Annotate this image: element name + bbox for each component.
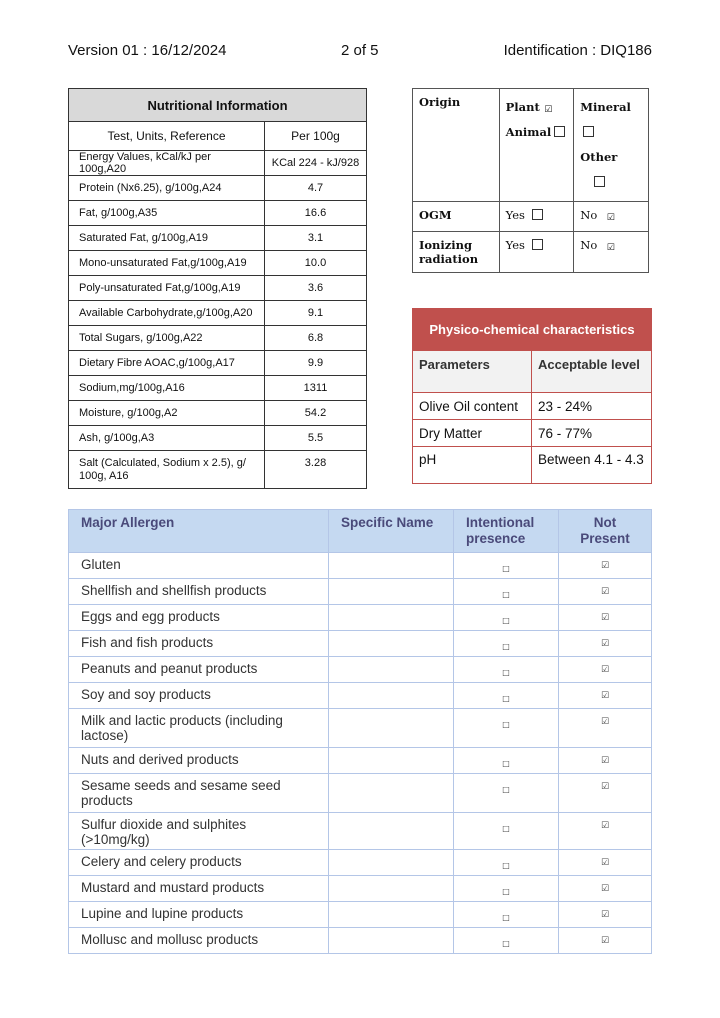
origin-mineral-label: Mineral: [580, 100, 631, 114]
allergen-specific-name: [329, 657, 454, 683]
origin-table: [412, 88, 649, 273]
allergen-name: Shellfish and shellfish products: [69, 579, 329, 605]
nutrition-test: Poly-unsaturated Fat,g/100g,A19: [69, 276, 265, 301]
unchecked-box-icon: □: [454, 774, 559, 813]
allergen-row: [69, 553, 652, 579]
checked-box-icon: ☑: [559, 683, 652, 709]
nutrition-value: 9.9: [265, 351, 367, 376]
checked-box-icon: ☑: [559, 850, 652, 876]
nutrition-row: [69, 301, 367, 326]
nutrition-row: [69, 426, 367, 451]
unchecked-box-icon: □: [454, 579, 559, 605]
allergen-name: Sulfur dioxide and sulphites (>10mg/kg): [69, 813, 329, 850]
allergen-specific-name: [329, 774, 454, 813]
origin-label: Origin: [413, 89, 500, 202]
unchecked-box-icon: □: [454, 683, 559, 709]
nutrition-value: 54.2: [265, 401, 367, 426]
physico-param: Olive Oil content: [413, 393, 532, 420]
unchecked-box-icon: □: [454, 928, 559, 954]
allergen-name: Mustard and mustard products: [69, 876, 329, 902]
ogm-yes-label: Yes: [505, 208, 525, 222]
nutrition-test: Moisture, g/100g,A2: [69, 401, 265, 426]
nutrition-value: KCal 224 - kJ/928: [265, 151, 367, 176]
unchecked-box-icon: □: [454, 605, 559, 631]
nutrition-value: 6.8: [265, 326, 367, 351]
unchecked-box-icon: □: [454, 902, 559, 928]
allergen-name: Sesame seeds and sesame seed products: [69, 774, 329, 813]
nutrition-test: Salt (Calculated, Sodium x 2.5), g/ 100g, A16: [69, 451, 265, 489]
unchecked-box-icon: □: [454, 748, 559, 774]
allergen-col-specific: Specific Name: [329, 510, 454, 553]
nutrition-row: [69, 151, 367, 176]
allergen-specific-name: [329, 813, 454, 850]
physico-level: 76 - 77%: [532, 420, 652, 447]
nutrition-test: Protein (Nx6.25), g/100g,A24: [69, 176, 265, 201]
physico-title: Physico-chemical characteristics: [413, 309, 652, 351]
allergen-specific-name: [329, 902, 454, 928]
allergen-row: [69, 850, 652, 876]
allergen-name: Celery and celery products: [69, 850, 329, 876]
nutrition-value: 5.5: [265, 426, 367, 451]
unchecked-box-icon: [554, 126, 565, 137]
unchecked-box-icon: □: [454, 553, 559, 579]
allergen-name: Fish and fish products: [69, 631, 329, 657]
allergen-row: [69, 631, 652, 657]
physico-level: Between 4.1 - 4.3: [532, 447, 652, 484]
allergen-name: Nuts and derived products: [69, 748, 329, 774]
allergen-col-not-present: Not Present: [559, 510, 652, 553]
allergen-table: [68, 509, 652, 954]
nutrition-value: 4.7: [265, 176, 367, 201]
unchecked-box-icon: □: [454, 709, 559, 748]
physico-level: 23 - 24%: [532, 393, 652, 420]
unchecked-box-icon: [594, 176, 605, 187]
origin-other: [580, 145, 642, 195]
ionizing-yes-label: Yes: [505, 238, 525, 252]
allergen-row: [69, 876, 652, 902]
allergen-specific-name: [329, 928, 454, 954]
checked-box-icon: ☑: [559, 657, 652, 683]
unchecked-box-icon: □: [454, 657, 559, 683]
physico-col-level: Acceptable level: [532, 351, 652, 393]
checked-box-icon: ☑: [559, 748, 652, 774]
allergen-specific-name: [329, 579, 454, 605]
checked-box-icon: ☑: [559, 813, 652, 850]
allergen-specific-name: [329, 631, 454, 657]
checked-box-icon: ☑: [606, 213, 615, 223]
unchecked-box-icon: □: [454, 813, 559, 850]
nutrition-test: Fat, g/100g,A35: [69, 201, 265, 226]
allergen-row: [69, 605, 652, 631]
origin-plant: [506, 95, 568, 120]
physico-param: pH: [413, 447, 532, 484]
origin-animal-label: Animal: [505, 125, 552, 139]
allergen-name: Soy and soy products: [69, 683, 329, 709]
ionizing-label: Ionizing radiation: [413, 232, 500, 273]
checked-box-icon: ☑: [559, 876, 652, 902]
ionizing-no-label: No: [580, 238, 598, 252]
nutrition-test: Ash, g/100g,A3: [69, 426, 265, 451]
page-number: 2 of 5: [341, 42, 379, 59]
allergen-row: [69, 683, 652, 709]
physico-param: Dry Matter: [413, 420, 532, 447]
nutrition-test: Energy Values, kCal/kJ per 100g,A20: [69, 151, 265, 176]
unchecked-box-icon: □: [454, 850, 559, 876]
allergen-row: [69, 928, 652, 954]
nutrition-value: 9.1: [265, 301, 367, 326]
unchecked-box-icon: □: [454, 631, 559, 657]
nutrition-row: [69, 451, 367, 489]
nutrition-row: [69, 176, 367, 201]
nutrition-row: [69, 351, 367, 376]
allergen-name: Milk and lactic products (including lactose): [69, 709, 329, 748]
origin-mineral: [580, 95, 642, 145]
nutrition-value: 16.6: [265, 201, 367, 226]
allergen-row: [69, 748, 652, 774]
checked-box-icon: ☑: [559, 709, 652, 748]
allergen-row: [69, 902, 652, 928]
physico-table: [412, 308, 652, 484]
origin-other-label: Other: [580, 150, 618, 164]
allergen-col-major: Major Allergen: [69, 510, 329, 553]
checked-box-icon: ☑: [559, 605, 652, 631]
nutrition-value: 3.1: [265, 226, 367, 251]
nutrition-row: [69, 401, 367, 426]
nutrition-col-test: Test, Units, Reference: [69, 122, 265, 151]
identification-text: Identification : DIQ186: [503, 42, 652, 59]
allergen-specific-name: [329, 876, 454, 902]
allergen-name: Gluten: [69, 553, 329, 579]
nutrition-row: [69, 251, 367, 276]
allergen-row: [69, 774, 652, 813]
nutrition-col-per: Per 100g: [265, 122, 367, 151]
nutrition-value: 3.6: [265, 276, 367, 301]
checked-box-icon: ☑: [559, 774, 652, 813]
nutrition-test: Saturated Fat, g/100g,A19: [69, 226, 265, 251]
nutrition-value: 1311: [265, 376, 367, 401]
nutrition-test: Available Carbohydrate,g/100g,A20: [69, 301, 265, 326]
allergen-specific-name: [329, 683, 454, 709]
nutrition-test: Mono-unsaturated Fat,g/100g,A19: [69, 251, 265, 276]
physico-col-param: Parameters: [413, 351, 532, 393]
nutrition-row: [69, 276, 367, 301]
allergen-row: [69, 657, 652, 683]
nutrition-table: [68, 88, 367, 489]
nutrition-value: 10.0: [265, 251, 367, 276]
allergen-name: Peanuts and peanut products: [69, 657, 329, 683]
allergen-name: Mollusc and mollusc products: [69, 928, 329, 954]
nutrition-test: Sodium,mg/100g,A16: [69, 376, 265, 401]
checked-box-icon: ☑: [559, 928, 652, 954]
unchecked-box-icon: [532, 239, 543, 250]
checked-box-icon: ☑: [559, 902, 652, 928]
allergen-specific-name: [329, 748, 454, 774]
checked-box-icon: ☑: [606, 243, 615, 253]
checked-box-icon: ☑: [559, 631, 652, 657]
allergen-row: [69, 579, 652, 605]
origin-animal: [506, 120, 568, 145]
ogm-no-label: No: [580, 208, 598, 222]
unchecked-box-icon: [532, 209, 543, 220]
nutrition-row: [69, 201, 367, 226]
version-text: Version 01 : 16/12/2024: [68, 42, 227, 59]
nutrition-test: Dietary Fibre AOAC,g/100g,A17: [69, 351, 265, 376]
nutrition-row: [69, 376, 367, 401]
allergen-name: Eggs and egg products: [69, 605, 329, 631]
allergen-row: [69, 813, 652, 850]
allergen-col-intentional: Intentional presence: [454, 510, 559, 553]
origin-plant-label: Plant: [505, 100, 540, 114]
unchecked-box-icon: □: [454, 876, 559, 902]
allergen-specific-name: [329, 605, 454, 631]
nutrition-title: Nutritional Information: [69, 89, 367, 122]
allergen-specific-name: [329, 709, 454, 748]
ogm-label: OGM: [413, 202, 500, 232]
checked-box-icon: ☑: [559, 553, 652, 579]
nutrition-test: Total Sugars, g/100g,A22: [69, 326, 265, 351]
checked-box-icon: ☑: [544, 105, 553, 115]
checked-box-icon: ☑: [559, 579, 652, 605]
unchecked-box-icon: [583, 126, 594, 137]
nutrition-row: [69, 226, 367, 251]
allergen-row: [69, 709, 652, 748]
nutrition-value: 3.28: [265, 451, 367, 489]
nutrition-row: [69, 326, 367, 351]
allergen-specific-name: [329, 850, 454, 876]
allergen-specific-name: [329, 553, 454, 579]
allergen-name: Lupine and lupine products: [69, 902, 329, 928]
